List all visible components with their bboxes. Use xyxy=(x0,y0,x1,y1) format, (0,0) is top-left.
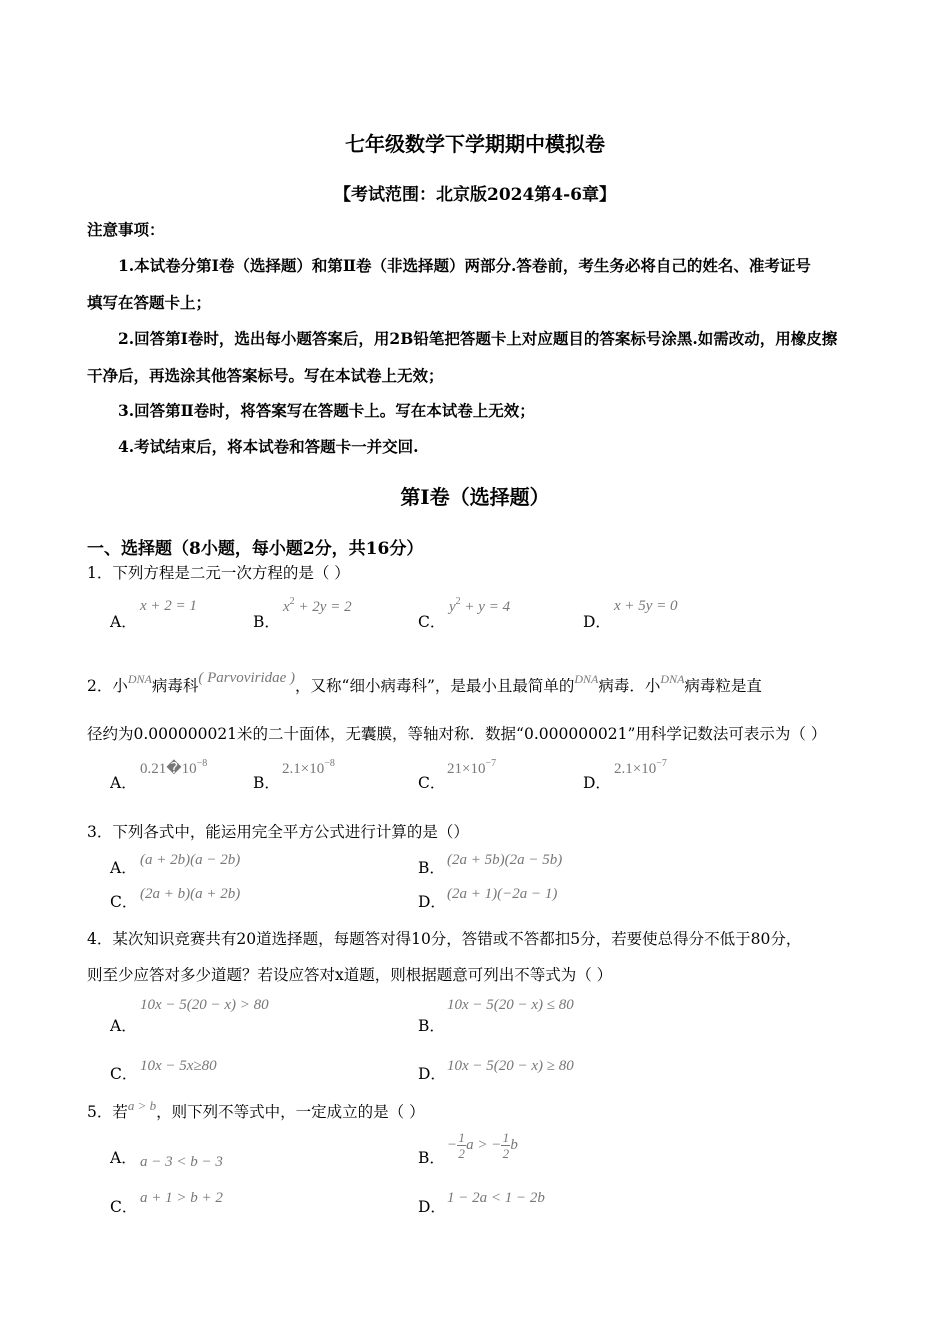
notice-line: 1.本试卷分第Ⅰ卷（选择题）和第Ⅱ卷（非选择题）两部分.答卷前，考生务必将自己的姓名、准考证号 xyxy=(118,256,811,275)
stem-text: 病毒科 xyxy=(151,677,199,695)
option-d xyxy=(583,610,611,632)
option-label: C． xyxy=(110,1065,138,1083)
math-text: 21×10 xyxy=(447,761,486,777)
notice-line: 填写在答题卡上； xyxy=(87,293,212,312)
superscript: −7 xyxy=(656,758,667,769)
question-stem xyxy=(87,670,762,696)
option-math: 1 − 2a < 1 − 2b xyxy=(447,1190,545,1206)
math-text: a > − xyxy=(466,1137,502,1153)
option-math: a − 3 < b − 3 xyxy=(140,1154,223,1170)
option-math xyxy=(283,596,352,616)
fraction xyxy=(501,1130,510,1161)
exam-scope: 【考试范围：北京版2024第4-6章】 xyxy=(333,185,617,205)
question-stem: 3．下列各式中，能运用完全平方公式进行计算的是（） xyxy=(87,823,469,841)
question-stem-line2: 径约为0.000000021米的二十面体，无囊膜，等轴对称．数据“0.000000021”用科学记数法可表示为（ ） xyxy=(87,725,827,743)
option-math xyxy=(449,596,510,616)
option-math: (a + 2b)(a − 2b) xyxy=(140,852,241,868)
notice-heading: 注意事项： xyxy=(87,220,165,239)
stem-math: DNA xyxy=(574,672,599,686)
math-text: 2.1×10 xyxy=(614,761,657,777)
question-stem xyxy=(87,1098,425,1122)
superscript: 2 xyxy=(289,596,295,607)
option-label: A． xyxy=(110,613,137,631)
stem-text: 病毒粒是直 xyxy=(684,677,762,695)
option-math: (2a + b)(a + 2b) xyxy=(140,886,241,902)
superscript: −8 xyxy=(196,758,208,769)
notice-line: 3.回答第Ⅱ卷时，将答案写在答题卡上。写在本试卷上无效； xyxy=(118,401,535,420)
stem-math: DNA xyxy=(127,672,152,686)
option-math: (2a + 5b)(2a − 5b) xyxy=(447,852,563,868)
option-label: A． xyxy=(110,1017,137,1035)
option-label: D． xyxy=(418,1065,446,1083)
question-stem: 4．某次知识竞赛共有20道选择题，每题答对得10分，答错或不答都扣5分，若要使总得分不低于80分， xyxy=(87,930,802,948)
math-text: 0.21�10 xyxy=(140,761,197,777)
option-math xyxy=(614,758,667,778)
section-title: 一、选择题（8小题，每小题2分，共16分） xyxy=(87,539,424,559)
option-a xyxy=(110,610,137,632)
option-a xyxy=(110,1146,137,1168)
option-label: C． xyxy=(110,1198,138,1216)
fraction xyxy=(457,1130,466,1161)
fraction-numerator: 1 xyxy=(458,1130,465,1145)
option-math: a + 1 > b + 2 xyxy=(140,1190,223,1206)
fraction-denominator: 2 xyxy=(502,1146,510,1161)
option-math: x + 5y = 0 xyxy=(614,598,678,614)
option-label: B． xyxy=(253,613,280,631)
fraction-denominator: 2 xyxy=(458,1146,465,1161)
option-d xyxy=(418,890,446,912)
option-label: C． xyxy=(418,613,446,631)
stem-math: DNA xyxy=(660,672,685,686)
stem-text: ，又称“细小病毒科”，是最小且最简单的 xyxy=(295,677,575,695)
option-d xyxy=(418,1062,446,1084)
option-label: C． xyxy=(418,774,446,792)
option-label: A． xyxy=(110,859,137,877)
option-c xyxy=(110,1062,137,1084)
math-text: + y = 4 xyxy=(460,599,511,615)
option-c xyxy=(110,890,137,912)
fraction-numerator: 1 xyxy=(502,1130,510,1145)
option-label: D． xyxy=(583,613,611,631)
option-math xyxy=(447,758,496,778)
question-stem: 1．下列方程是二元一次方程的是（ ） xyxy=(87,564,350,582)
math-text: 2.1×10 xyxy=(282,761,325,777)
option-a xyxy=(110,856,137,878)
option-label: D． xyxy=(583,774,611,792)
option-math: 10x − 5(20 − x) ≥ 80 xyxy=(447,1058,574,1074)
option-label: A． xyxy=(110,774,137,792)
option-label: B． xyxy=(418,1149,445,1167)
math-text: x xyxy=(283,599,290,615)
option-label: B． xyxy=(418,859,445,877)
option-label: D． xyxy=(418,893,446,911)
option-b xyxy=(418,1014,445,1036)
math-text: + 2y = 2 xyxy=(294,599,352,615)
option-label: B． xyxy=(253,774,280,792)
exam-title: 七年级数学下学期期中模拟卷 xyxy=(345,132,605,156)
option-math: (2a + 1)(−2a − 1) xyxy=(447,886,558,902)
option-c xyxy=(418,771,445,793)
option-b xyxy=(253,771,280,793)
part-title: 第Ⅰ卷（选择题） xyxy=(400,485,550,509)
option-b xyxy=(253,610,280,632)
option-c xyxy=(110,1195,137,1217)
notice-line: 干净后，再选涂其他答案标号。写在本试卷上无效； xyxy=(87,366,444,385)
stem-math: a > b xyxy=(127,1098,157,1113)
math-text: b xyxy=(510,1137,518,1153)
stem-text: ，则下列不等式中，一定成立的是（ ） xyxy=(156,1103,425,1121)
option-math: 10x − 5x≥80 xyxy=(140,1058,217,1074)
math-text: y xyxy=(449,599,456,615)
option-label: B． xyxy=(418,1017,445,1035)
superscript: −7 xyxy=(485,758,497,769)
stem-text: 2．小 xyxy=(87,677,128,695)
superscript: −8 xyxy=(324,758,335,769)
option-a xyxy=(110,771,137,793)
option-a xyxy=(110,1014,137,1036)
option-b xyxy=(418,1146,445,1168)
stem-text: 5．若 xyxy=(87,1103,128,1121)
option-c xyxy=(418,610,445,632)
option-label: C． xyxy=(110,893,138,911)
math-text: − xyxy=(447,1137,458,1153)
option-b xyxy=(418,856,445,878)
option-d xyxy=(418,1195,446,1217)
option-math: x + 2 = 1 xyxy=(140,598,197,614)
superscript: 2 xyxy=(455,596,461,607)
stem-math: ( Parvoviridae ) xyxy=(198,670,296,686)
option-math: 10x − 5(20 − x) ≤ 80 xyxy=(447,997,574,1013)
option-label: A． xyxy=(110,1149,137,1167)
option-math xyxy=(282,758,335,778)
option-math xyxy=(140,758,207,778)
question-stem-line2: 则至少应答对多少道题？若设应答对x道题，则根据题意可列出不等式为（ ） xyxy=(87,966,613,984)
option-d xyxy=(583,771,611,793)
option-label: D． xyxy=(418,1198,446,1216)
option-math-fraction xyxy=(447,1130,518,1161)
notice-line: 4.考试结束后，将本试卷和答题卡一并交回. xyxy=(118,437,419,456)
stem-text: 病毒．小 xyxy=(598,677,661,695)
option-math: 10x − 5(20 − x) > 80 xyxy=(140,997,269,1013)
notice-line: 2.回答第Ⅰ卷时，选出每小题答案后，用2B铅笔把答题卡上对应题目的答案标号涂黑.如需改动，用橡皮擦 xyxy=(118,329,838,348)
